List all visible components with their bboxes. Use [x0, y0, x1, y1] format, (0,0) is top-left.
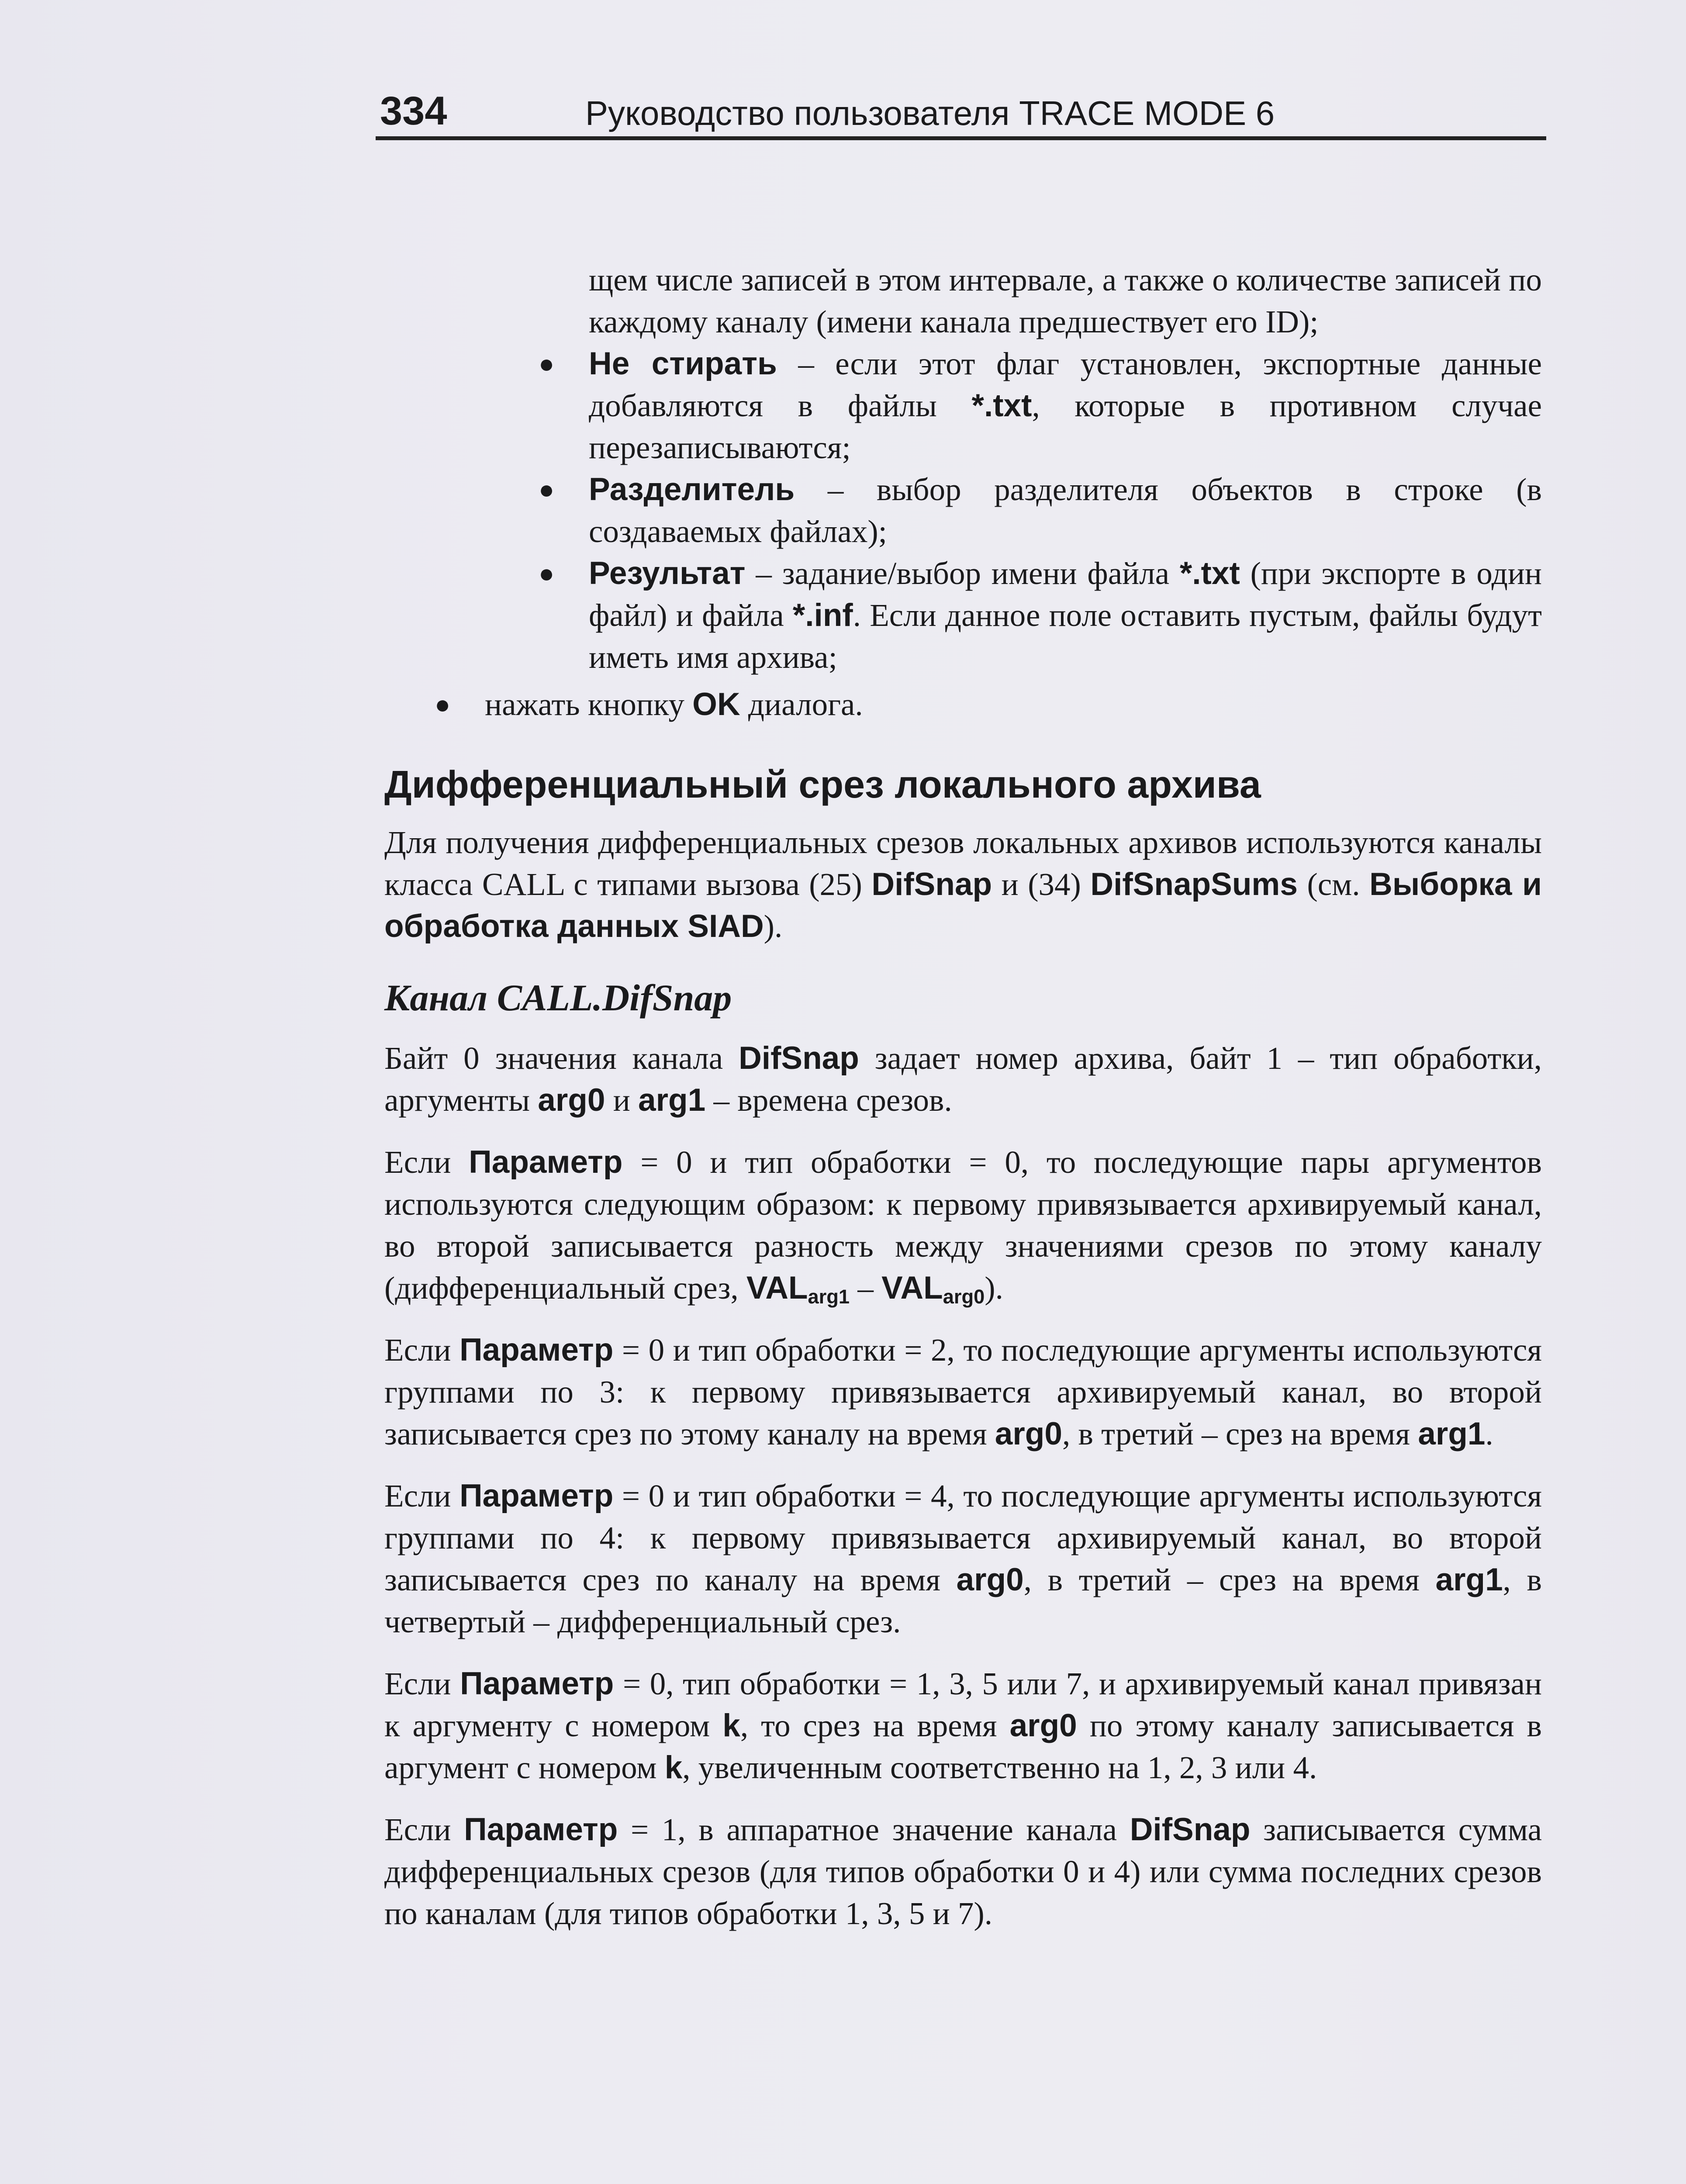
ok-term: OK	[692, 687, 740, 722]
option-term: Разделитель	[589, 472, 795, 507]
option-text: – задание/выбор имени файла	[745, 556, 1180, 591]
option-text: . Если данное поле оставить пустым, файлы будут иметь имя архива;	[589, 598, 1542, 675]
intro-text: (см.	[1297, 867, 1370, 902]
para-term: Параметр	[469, 1144, 623, 1180]
file-ext: *.txt	[1179, 556, 1240, 591]
option-text: – выбор разделителя объектов в строке (в создаваемых файлах);	[589, 472, 1542, 549]
para-text: = 0 и тип обработки = 2, то последующие аргументы используются группами по 3: к первому привязывается архивируемый канал, во второй записывается срез по этому каналу на время	[384, 1332, 1542, 1451]
term-difsnapsums: DifSnapSums	[1090, 867, 1298, 902]
option-text: , которые в противном случае перезаписываются;	[589, 388, 1542, 465]
option-text: – если этот флаг установлен, экспортные данные добавляются в файлы	[589, 346, 1542, 423]
para-text: , увеличенным соответственно на 1, 2, 3 или 4.	[682, 1750, 1317, 1785]
para-text: = 0 и тип обработки = 4, то последующие аргументы используются группами по 4: к первому привязывается архивируемый канал, во второй записывается срез по каналу на время	[384, 1478, 1542, 1597]
step-text: нажать кнопку	[485, 687, 693, 722]
para-term: Параметр	[460, 1478, 614, 1514]
para-term: k	[722, 1708, 740, 1743]
steps-list	[384, 684, 1542, 726]
cross-reference: Выборка и обработка данных SIAD	[384, 867, 1542, 944]
bullet-icon: ●	[539, 559, 555, 588]
bullet-icon: ●	[435, 690, 451, 719]
para-term: DifSnap	[1130, 1812, 1251, 1847]
running-title: Руководство пользователя TRACE MODE 6	[585, 94, 1275, 132]
header-rule	[376, 136, 1546, 140]
page-content	[384, 227, 1542, 1955]
para-term: arg0	[956, 1562, 1024, 1597]
para-text: по этому каналу записывается в аргумент с номером	[384, 1708, 1542, 1785]
paragraph-1	[384, 1037, 1542, 1121]
para-text: Байт 0 значения канала	[384, 1040, 739, 1076]
para-term: arg0	[995, 1416, 1062, 1451]
para-text: Если	[384, 1478, 460, 1514]
section-title: Дифференциальный срез локального архива	[384, 763, 1261, 806]
para-text: , в третий – срез на время	[1062, 1416, 1418, 1451]
para-text: Если	[384, 1144, 469, 1180]
section-intro	[384, 822, 1542, 947]
paragraph-2	[384, 1141, 1542, 1309]
paragraph-5	[384, 1663, 1542, 1789]
option-term: Не стирать	[589, 346, 777, 381]
intro-text: и (34)	[992, 867, 1091, 902]
para-term: VAL	[746, 1270, 808, 1306]
para-text: = 0 и тип обработки = 0, то последующие пары аргументов используются следующим образом: к первому привязывается архивируемый канал, во второй записывается разность между значениями срезов по этому каналу (дифференциальный срез,	[384, 1144, 1542, 1306]
intro-text: Для получения дифференциальных срезов локальных архивов используются каналы класса CALL с типами вызова (25)	[384, 825, 1542, 902]
para-text: .	[1485, 1416, 1493, 1451]
subscript: arg1	[808, 1286, 850, 1308]
bullet-icon: ●	[539, 349, 555, 378]
para-text: , в четвертый – дифференциальный срез.	[384, 1562, 1542, 1639]
paragraph-3	[384, 1329, 1542, 1455]
para-text: = 0, тип обработки = 1, 3, 5 или 7, и архивируемый канал привязан к аргументу с номером	[384, 1666, 1542, 1743]
para-text: задает номер архива, байт 1 – тип обработки, аргументы	[384, 1040, 1542, 1118]
term-difsnap: DifSnap	[871, 867, 992, 902]
page-number: 334	[380, 89, 447, 133]
para-text: , то срез на время	[740, 1708, 1010, 1743]
option-term: Результат	[589, 556, 746, 591]
para-text: Если	[384, 1332, 460, 1368]
option-item-rezultat	[539, 553, 1542, 678]
para-term: arg1	[1418, 1416, 1486, 1451]
option-item-razdelitel	[539, 469, 1542, 553]
para-term: Параметр	[460, 1332, 614, 1368]
para-term: Параметр	[460, 1666, 614, 1701]
para-term: Параметр	[464, 1812, 618, 1847]
para-text: записывается сумма дифференциальных срезов (для типов обработки 0 и 4) или сумма последних срезов по каналам (для типов обработки 1, 3, 5 и 7).	[384, 1812, 1542, 1931]
para-text: Если	[384, 1812, 464, 1847]
para-term: VAL	[881, 1270, 943, 1306]
page-header	[376, 83, 1546, 140]
option-item-ne-stirat	[539, 343, 1542, 469]
subsection-title: Канал CALL.DifSnap	[384, 977, 732, 1019]
options-list	[384, 343, 1542, 678]
step-item-ok	[435, 684, 1542, 726]
para-text: –	[850, 1270, 882, 1306]
paragraph-6	[384, 1809, 1542, 1935]
para-term: arg1	[638, 1082, 706, 1118]
para-text: , в третий – срез на время	[1023, 1562, 1436, 1597]
para-term: arg0	[538, 1082, 605, 1118]
para-term: arg1	[1435, 1562, 1503, 1597]
subscript: arg0	[943, 1286, 985, 1308]
para-text: Если	[384, 1666, 460, 1701]
file-ext: *.inf	[792, 598, 853, 633]
para-text: ).	[985, 1270, 1003, 1306]
step-text: диалога.	[740, 687, 863, 722]
bullet-icon: ●	[539, 475, 555, 504]
para-text: – времена срезов.	[705, 1082, 952, 1118]
continuation-text: щем числе записей в этом интервале, а также о количестве записей по каждому каналу (имени канала предшествует его ID);	[589, 262, 1542, 339]
intro-text: ).	[764, 909, 783, 944]
para-term: k	[664, 1750, 683, 1785]
para-text: = 1, в аппаратное значение канала	[618, 1812, 1130, 1847]
para-term: DifSnap	[739, 1040, 859, 1076]
para-text: и	[605, 1082, 639, 1118]
para-term: arg0	[1009, 1708, 1077, 1743]
file-ext: *.txt	[971, 388, 1032, 423]
paragraph-4	[384, 1475, 1542, 1643]
option-text: (при экспорте в один файл) и файла	[589, 556, 1542, 633]
